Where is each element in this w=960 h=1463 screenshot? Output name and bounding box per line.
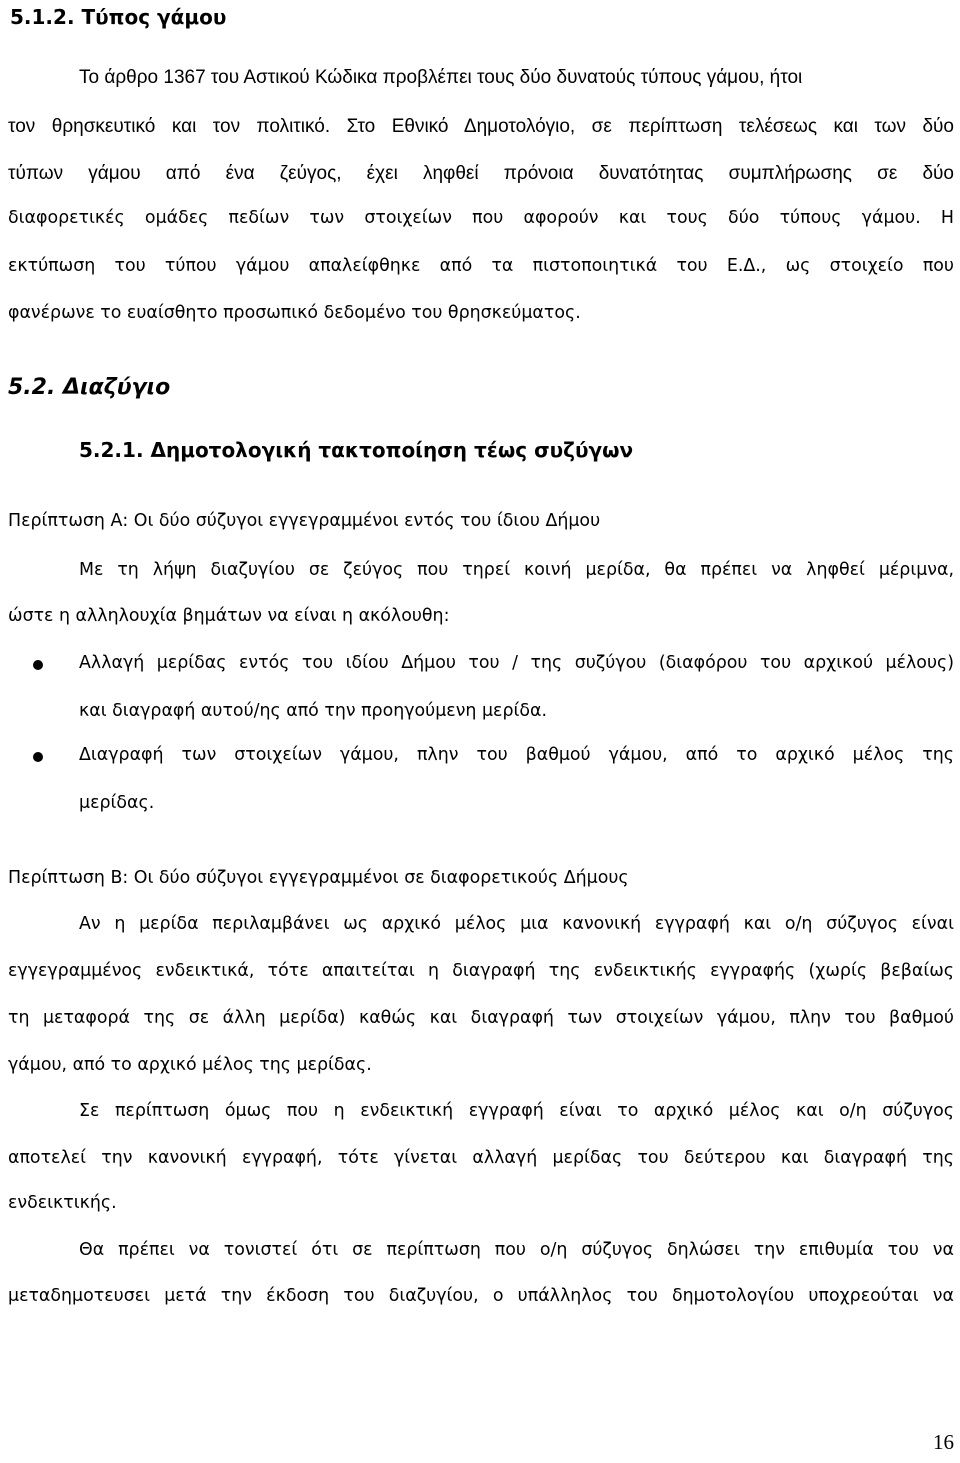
bullet-item-line: Αλλαγή μερίδας εντός του ιδίου Δήμου του / της συζύγου (διαφόρου του αρχικού μέλους) (79, 653, 954, 673)
paragraph-line: φανέρωνε το ευαίσθητο προσωπικό δεδομένο του θρησκεύματος. (8, 303, 581, 323)
section-heading-5-2: 5.2. Διαζύγιο (8, 375, 171, 400)
bullet-marker (33, 660, 43, 670)
paragraph-line: εγγεγραμμένος ενδεικτικά, τότε απαιτείται η διαγραφή της ενδεικτικής εγγραφής (χωρίς βεβαίως (8, 961, 954, 981)
case-b-title: Περίπτωση Β: Οι δύο σύζυγοι εγγεγραμμένοι σε διαφορετικούς Δήμους (8, 868, 629, 888)
paragraph-line: Σε περίπτωση όμως που η ενδεικτική εγγραφή είναι το αρχικό μέλος και ο/η σύζυγος (79, 1101, 954, 1121)
bullet-item-line: και διαγραφή αυτού/ης από την προηγούμενη μερίδα. (79, 701, 547, 721)
paragraph-line: διαφορετικές ομάδες πεδίων των στοιχείων που αφορούν και τους δύο τύπους γάμου. Η (8, 208, 954, 228)
page-number: 16 (933, 1430, 954, 1454)
paragraph-line: τύπων γάμου από ένα ζεύγος, έχει ληφθεί πρόνοια δυνατότητας συμπλήρωσης σε δύο (8, 163, 954, 184)
section-heading-5-2-1: 5.2.1. Δημοτολογική τακτοποίηση τέως συζύγων (79, 438, 634, 462)
paragraph-line: τη μεταφορά της σε άλλη μερίδα) καθώς και διαγραφή των στοιχείων γάμου, πλην του βαθμού (8, 1008, 954, 1028)
bullet-item-line: Διαγραφή των στοιχείων γάμου, πλην του βαθμού γάμου, από το αρχικό μέλος της (79, 745, 954, 765)
paragraph-line: γάμου, από το αρχικό μέλος της μερίδας. (8, 1055, 372, 1075)
paragraph-line: Αν η μερίδα περιλαμβάνει ως αρχικό μέλος μια κανονική εγγραφή και ο/η σύζυγος είναι (79, 914, 954, 934)
paragraph-line: ώστε η αλληλουχία βημάτων να είναι η ακόλουθη: (8, 606, 450, 626)
paragraph-line: αποτελεί την κανονική εγγραφή, τότε γίνεται αλλαγή μερίδας του δεύτερου και διαγραφή της (8, 1148, 954, 1168)
paragraph-line: Με τη λήψη διαζυγίου σε ζεύγος που τηρεί κοινή μερίδα, θα πρέπει να ληφθεί μέριμνα, (79, 560, 954, 580)
paragraph-line: μεταδημοτευσει μετά την έκδοση του διαζυγίου, ο υπάλληλος του δημοτολογίου υποχρεούται να (8, 1286, 954, 1306)
bullet-item-line: μερίδας. (79, 793, 155, 813)
paragraph-line: εκτύπωση του τύπου γάμου απαλείφθηκε από τα πιστοποιητικά του Ε.Δ., ως στοιχείο που (8, 256, 954, 276)
case-a-title: Περίπτωση Α: Οι δύο σύζυγοι εγγεγραμμένοι εντός του ίδιου Δήμου (8, 511, 601, 531)
paragraph-line: τον θρησκευτικό και τον πολιτικό. Στο Εθνικό Δημοτολόγιο, σε περίπτωση τελέσεως και των δύο (8, 116, 954, 137)
paragraph-line: Θα πρέπει να τονιστεί ότι σε περίπτωση που ο/η σύζυγος δηλώσει την επιθυμία του να (79, 1240, 954, 1260)
paragraph-line: Το άρθρο 1367 του Αστικού Κώδικα προβλέπει τους δύο δυνατούς τύπους γάμου, ήτοι (79, 67, 803, 88)
bullet-marker (33, 752, 43, 762)
section-heading-5-1-2: 5.1.2. Τύπος γάμου (10, 5, 227, 29)
paragraph-line: ενδεικτικής. (8, 1193, 117, 1213)
